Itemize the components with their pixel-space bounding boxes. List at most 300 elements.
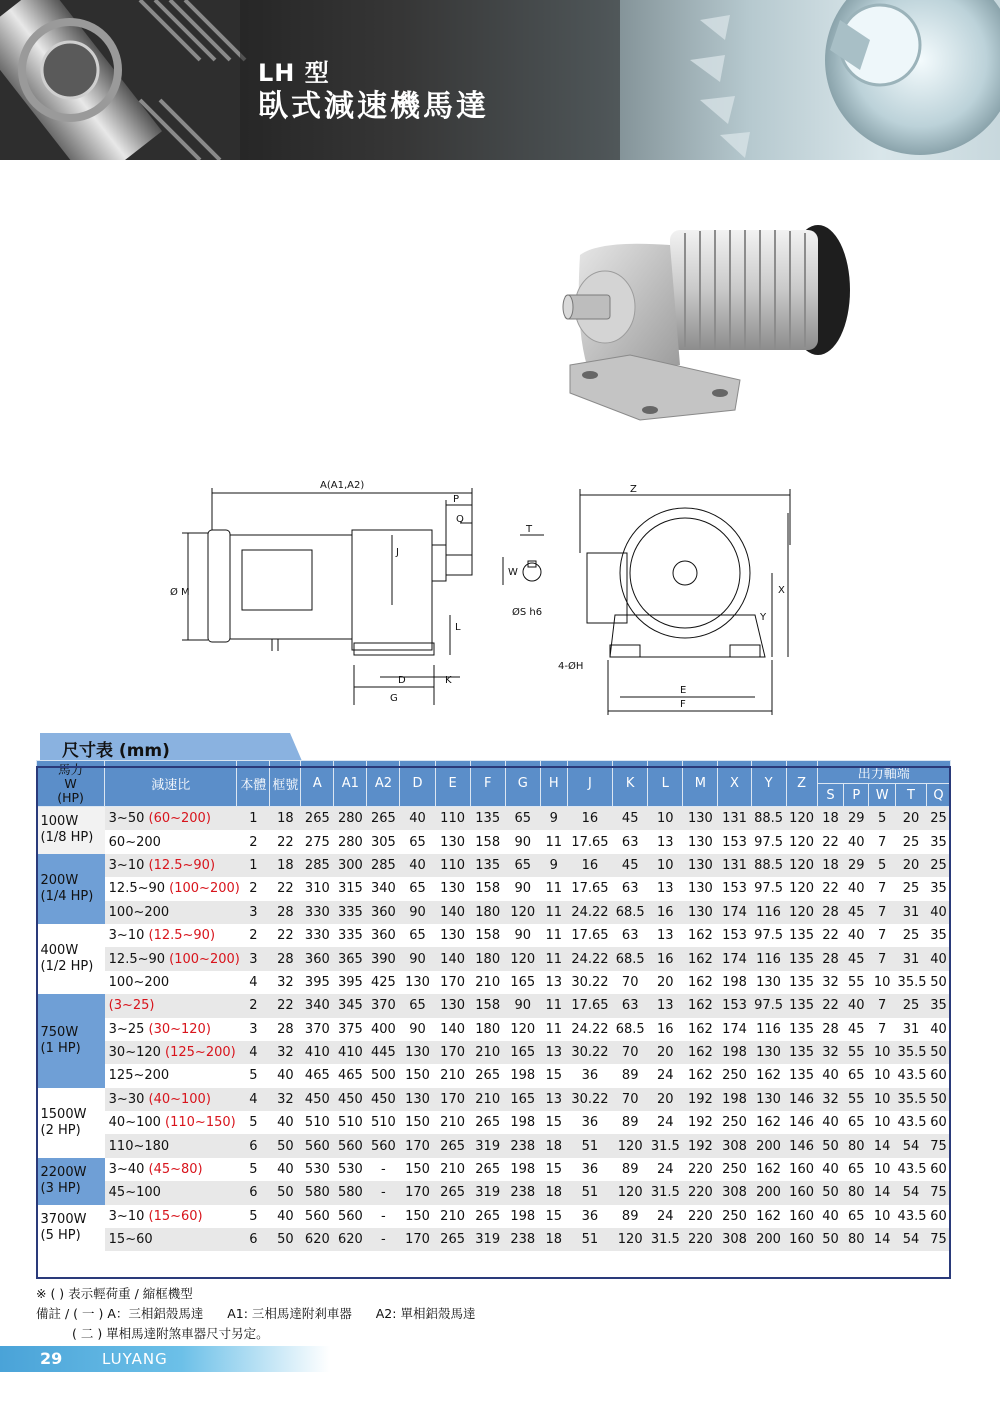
value-cell: 25: [927, 854, 951, 877]
value-cell: 70: [613, 1041, 648, 1064]
value-cell: 162: [683, 971, 718, 994]
value-cell: 22: [270, 924, 301, 947]
value-cell: 80: [844, 1134, 869, 1157]
table-row: [37, 971, 951, 994]
value-cell: 135: [786, 1041, 817, 1064]
dim-label-S: ØS h6: [512, 607, 543, 618]
ratio-cell: 3~10 (15~60): [105, 1205, 237, 1228]
value-cell: 345: [334, 994, 367, 1017]
value-cell: 530: [301, 1158, 334, 1181]
value-cell: 15: [540, 1205, 567, 1228]
value-cell: 285: [367, 854, 400, 877]
value-cell: 180: [470, 947, 505, 970]
value-cell: 60: [927, 1158, 951, 1181]
ratio-cell: 3~10 (12.5~90): [105, 924, 237, 947]
table-row: [37, 854, 951, 877]
value-cell: 63: [613, 830, 648, 853]
value-cell: 315: [334, 877, 367, 900]
value-cell: 60: [927, 1205, 951, 1228]
table-row: [37, 877, 951, 900]
value-cell: 110: [435, 854, 470, 877]
value-cell: 24: [648, 1064, 683, 1087]
table-row: [37, 1158, 951, 1181]
value-cell: 20: [896, 854, 927, 877]
value-cell: 280: [334, 830, 367, 853]
ratio-cell: 3~30 (40~100): [105, 1088, 237, 1111]
header-dim-A1: A1: [334, 761, 367, 807]
value-cell: 530: [334, 1158, 367, 1181]
value-cell: 65: [844, 1064, 869, 1087]
value-cell: 150: [400, 1205, 435, 1228]
value-cell: 35: [927, 924, 951, 947]
value-cell: 32: [817, 1041, 844, 1064]
value-cell: 198: [505, 1205, 540, 1228]
value-cell: 162: [683, 1041, 718, 1064]
value-cell: 2: [237, 830, 270, 853]
value-cell: 13: [540, 971, 567, 994]
dim-label-X: X: [778, 585, 785, 596]
value-cell: 55: [844, 1041, 869, 1064]
value-cell: 97.5: [751, 830, 786, 853]
value-cell: 25: [896, 994, 927, 1017]
value-cell: 180: [470, 901, 505, 924]
value-cell: 11: [540, 924, 567, 947]
value-cell: 68.5: [613, 1018, 648, 1041]
value-cell: 9: [540, 854, 567, 877]
value-cell: 130: [683, 901, 718, 924]
dim-label-Y: Y: [760, 612, 767, 623]
value-cell: 28: [817, 901, 844, 924]
hp-cell: 750W (1 HP): [37, 994, 105, 1088]
value-cell: 18: [540, 1228, 567, 1251]
header-hp: 馬力 W (HP): [37, 761, 105, 807]
value-cell: 135: [786, 924, 817, 947]
value-cell: 18: [817, 807, 844, 831]
ratio-cell: 12.5~90 (100~200): [105, 947, 237, 970]
value-cell: 15: [540, 1064, 567, 1087]
value-cell: 330: [301, 924, 334, 947]
value-cell: 130: [751, 971, 786, 994]
table-row: [37, 994, 951, 1017]
value-cell: 135: [786, 1064, 817, 1087]
value-cell: 40: [927, 901, 951, 924]
header-frame: 框號: [270, 761, 301, 807]
light-load-ratio: (100~200): [169, 881, 240, 897]
dim-label-K: K: [445, 675, 452, 686]
value-cell: 308: [718, 1134, 751, 1157]
value-cell: 24: [648, 1205, 683, 1228]
table-row: [37, 830, 951, 853]
value-cell: 135: [786, 947, 817, 970]
value-cell: 6: [237, 1134, 270, 1157]
value-cell: 32: [270, 1088, 301, 1111]
dim-label-W: W: [508, 567, 518, 578]
value-cell: 158: [470, 830, 505, 853]
value-cell: 40: [927, 947, 951, 970]
page-number: 29: [40, 1349, 63, 1368]
ratio-cell: 110~180: [105, 1134, 237, 1157]
table-title-tab: [40, 733, 302, 761]
value-cell: 54: [896, 1134, 927, 1157]
dim-label-A: A(A1,A2): [320, 480, 365, 491]
value-cell: 5: [237, 1158, 270, 1181]
table-row: [37, 1041, 951, 1064]
value-cell: 13: [540, 1041, 567, 1064]
value-cell: 1: [237, 807, 270, 831]
value-cell: 10: [869, 1158, 896, 1181]
light-load-ratio: (45~80): [148, 1162, 203, 1178]
value-cell: 50: [817, 1228, 844, 1251]
value-cell: 40: [927, 1018, 951, 1041]
header-dim-A: A: [301, 761, 334, 807]
table-row: [37, 1181, 951, 1204]
value-cell: 120: [786, 830, 817, 853]
value-cell: 130: [683, 854, 718, 877]
value-cell: 45: [613, 807, 648, 831]
value-cell: 319: [470, 1228, 505, 1251]
ratio-cell: [105, 994, 237, 1017]
value-cell: 130: [435, 924, 470, 947]
value-cell: 65: [400, 924, 435, 947]
value-cell: 158: [470, 994, 505, 1017]
header-body: 本體: [237, 761, 270, 807]
value-cell: 43.5: [896, 1158, 927, 1181]
value-cell: 5: [237, 1111, 270, 1134]
header-dim-L: L: [648, 761, 683, 807]
value-cell: 36: [567, 1111, 612, 1134]
value-cell: 580: [301, 1181, 334, 1204]
value-cell: 51: [567, 1134, 612, 1157]
value-cell: 425: [367, 971, 400, 994]
value-cell: 30.22: [567, 1088, 612, 1111]
value-cell: 68.5: [613, 901, 648, 924]
header-dim-K: K: [613, 761, 648, 807]
value-cell: 135: [786, 971, 817, 994]
value-cell: 365: [334, 947, 367, 970]
title-product: 臥式減速機馬達: [258, 89, 489, 124]
value-cell: 63: [613, 994, 648, 1017]
value-cell: 580: [334, 1181, 367, 1204]
value-cell: 162: [751, 1158, 786, 1181]
light-load-ratio: (3~25): [108, 998, 155, 1014]
ratio-cell: 45~100: [105, 1181, 237, 1204]
value-cell: 162: [751, 1205, 786, 1228]
value-cell: 130: [751, 1041, 786, 1064]
value-cell: 40: [270, 1158, 301, 1181]
value-cell: 160: [786, 1228, 817, 1251]
value-cell: 25: [896, 924, 927, 947]
value-cell: 14: [869, 1228, 896, 1251]
value-cell: 63: [613, 924, 648, 947]
value-cell: 300: [334, 854, 367, 877]
value-cell: 16: [648, 901, 683, 924]
value-cell: 130: [400, 1041, 435, 1064]
value-cell: 410: [301, 1041, 334, 1064]
value-cell: 16: [648, 947, 683, 970]
header-dim-A2: A2: [367, 761, 400, 807]
value-cell: 250: [718, 1205, 751, 1228]
value-cell: 510: [367, 1111, 400, 1134]
value-cell: 22: [817, 830, 844, 853]
value-cell: 150: [400, 1158, 435, 1181]
value-cell: 238: [505, 1228, 540, 1251]
value-cell: 10: [648, 807, 683, 831]
value-cell: 410: [334, 1041, 367, 1064]
value-cell: 10: [869, 1205, 896, 1228]
header-shaft-T: T: [896, 784, 927, 807]
value-cell: 1: [237, 854, 270, 877]
light-load-ratio: (100~200): [169, 951, 240, 967]
header-dim-J: J: [567, 761, 612, 807]
value-cell: 16: [648, 1018, 683, 1041]
value-cell: 90: [400, 901, 435, 924]
value-cell: 170: [435, 1088, 470, 1111]
value-cell: 25: [927, 807, 951, 831]
header-shaft-P: P: [844, 784, 869, 807]
ratio-cell: 3~50 (60~200): [105, 807, 237, 831]
value-cell: 63: [613, 877, 648, 900]
header-shaft-Q: Q: [927, 784, 951, 807]
hp-cell: 1500W (2 HP): [37, 1088, 105, 1158]
value-cell: 65: [505, 807, 540, 831]
ratio-cell: 12.5~90 (100~200): [105, 877, 237, 900]
value-cell: 130: [683, 830, 718, 853]
value-cell: 24.22: [567, 947, 612, 970]
value-cell: 22: [817, 924, 844, 947]
value-cell: 375: [334, 1018, 367, 1041]
value-cell: 55: [844, 1088, 869, 1111]
value-cell: 24: [648, 1111, 683, 1134]
header-banner: [0, 0, 1000, 160]
value-cell: 13: [648, 924, 683, 947]
value-cell: 319: [470, 1134, 505, 1157]
value-cell: 35: [927, 877, 951, 900]
value-cell: 160: [786, 1158, 817, 1181]
value-cell: 14: [869, 1181, 896, 1204]
dim-label-T: T: [526, 524, 533, 535]
footer-bar: [0, 1346, 330, 1372]
hp-cell: 400W (1/2 HP): [37, 924, 105, 994]
value-cell: 160: [786, 1181, 817, 1204]
value-cell: 20: [648, 971, 683, 994]
value-cell: 89: [613, 1064, 648, 1087]
value-cell: 192: [683, 1111, 718, 1134]
value-cell: 131: [718, 854, 751, 877]
value-cell: 162: [683, 947, 718, 970]
value-cell: 7: [869, 901, 896, 924]
value-cell: 6: [237, 1181, 270, 1204]
value-cell: 55: [844, 971, 869, 994]
value-cell: 50: [270, 1228, 301, 1251]
value-cell: 174: [718, 1018, 751, 1041]
value-cell: 140: [435, 947, 470, 970]
value-cell: 560: [367, 1134, 400, 1157]
value-cell: 40: [844, 877, 869, 900]
value-cell: 10: [869, 1041, 896, 1064]
header-dim-D: D: [400, 761, 435, 807]
value-cell: 165: [505, 1088, 540, 1111]
ratio-cell: 3~40 (45~80): [105, 1158, 237, 1181]
value-cell: 162: [751, 1064, 786, 1087]
value-cell: 18: [817, 854, 844, 877]
value-cell: 153: [718, 877, 751, 900]
value-cell: 560: [301, 1205, 334, 1228]
ratio-cell: 40~100 (110~150): [105, 1111, 237, 1134]
value-cell: 75: [927, 1134, 951, 1157]
table-row: [37, 807, 951, 831]
value-cell: 250: [718, 1158, 751, 1181]
value-cell: 310: [301, 877, 334, 900]
value-cell: 319: [470, 1181, 505, 1204]
value-cell: 146: [786, 1111, 817, 1134]
value-cell: 400: [367, 1018, 400, 1041]
value-cell: 89: [613, 1158, 648, 1181]
value-cell: 97.5: [751, 924, 786, 947]
value-cell: 10: [869, 1111, 896, 1134]
brand-name: LUYANG: [102, 1350, 168, 1368]
value-cell: 45: [613, 854, 648, 877]
value-cell: 29: [844, 854, 869, 877]
value-cell: 146: [786, 1134, 817, 1157]
value-cell: 198: [505, 1158, 540, 1181]
value-cell: 43.5: [896, 1064, 927, 1087]
title-model: LH 型: [258, 59, 330, 87]
value-cell: 500: [367, 1064, 400, 1087]
value-cell: 210: [435, 1205, 470, 1228]
value-cell: 7: [869, 924, 896, 947]
value-cell: 450: [301, 1088, 334, 1111]
value-cell: 5: [237, 1205, 270, 1228]
table-row: [37, 1228, 951, 1251]
value-cell: 7: [869, 994, 896, 1017]
value-cell: 28: [270, 1018, 301, 1041]
value-cell: 130: [400, 971, 435, 994]
header-dim-M: M: [683, 761, 718, 807]
value-cell: 162: [683, 1018, 718, 1041]
value-cell: 7: [869, 947, 896, 970]
value-cell: 130: [751, 1088, 786, 1111]
value-cell: 510: [301, 1111, 334, 1134]
value-cell: 17.65: [567, 924, 612, 947]
ratio-cell: 30~120 (125~200): [105, 1041, 237, 1064]
value-cell: 31: [896, 1018, 927, 1041]
value-cell: 20: [648, 1041, 683, 1064]
value-cell: 250: [718, 1064, 751, 1087]
value-cell: 153: [718, 994, 751, 1017]
light-load-ratio: (12.5~90): [148, 928, 216, 944]
dim-label-Q: Q: [456, 514, 464, 525]
hp-cell: 3700W (5 HP): [37, 1205, 105, 1252]
value-cell: 31: [896, 947, 927, 970]
value-cell: 80: [844, 1228, 869, 1251]
hp-cell: 100W (1/8 HP): [37, 807, 105, 854]
value-cell: 165: [505, 1041, 540, 1064]
value-cell: 220: [683, 1158, 718, 1181]
value-cell: 11: [540, 901, 567, 924]
value-cell: 54: [896, 1181, 927, 1204]
value-cell: 170: [435, 1041, 470, 1064]
dim-label-J: J: [396, 547, 399, 558]
value-cell: 90: [400, 1018, 435, 1041]
value-cell: 130: [435, 830, 470, 853]
value-cell: 45: [844, 947, 869, 970]
value-cell: 340: [301, 994, 334, 1017]
value-cell: 5: [869, 807, 896, 831]
value-cell: 130: [683, 807, 718, 831]
value-cell: 560: [334, 1134, 367, 1157]
value-cell: 180: [470, 1018, 505, 1041]
value-cell: 340: [367, 877, 400, 900]
value-cell: 22: [270, 830, 301, 853]
value-cell: 18: [270, 854, 301, 877]
value-cell: 40: [817, 1064, 844, 1087]
dim-label-F: F: [680, 699, 686, 710]
value-cell: 120: [505, 901, 540, 924]
value-cell: 65: [400, 830, 435, 853]
value-cell: 158: [470, 877, 505, 900]
value-cell: 370: [367, 994, 400, 1017]
value-cell: 70: [613, 1088, 648, 1111]
value-cell: 89: [613, 1111, 648, 1134]
value-cell: 3: [237, 1018, 270, 1041]
value-cell: 40: [817, 1205, 844, 1228]
value-cell: 51: [567, 1228, 612, 1251]
value-cell: 22: [817, 877, 844, 900]
value-cell: 130: [683, 877, 718, 900]
value-cell: 170: [400, 1181, 435, 1204]
value-cell: 18: [540, 1181, 567, 1204]
value-cell: 131: [718, 807, 751, 831]
value-cell: 97.5: [751, 877, 786, 900]
value-cell: 31.5: [648, 1228, 683, 1251]
note-light-load: ※ ( ) 表示輕荷重 / 縮框機型: [36, 1286, 193, 1301]
notes: [36, 1284, 475, 1344]
table-row: [37, 1088, 951, 1111]
value-cell: 7: [869, 1018, 896, 1041]
value-cell: 90: [505, 830, 540, 853]
table-row: [37, 1205, 951, 1228]
value-cell: 35: [927, 994, 951, 1017]
value-cell: 6: [237, 1228, 270, 1251]
value-cell: 40: [817, 1158, 844, 1181]
table-row: [37, 947, 951, 970]
value-cell: 360: [367, 901, 400, 924]
value-cell: 265: [435, 1181, 470, 1204]
value-cell: 22: [270, 877, 301, 900]
value-cell: 150: [400, 1111, 435, 1134]
value-cell: 135: [786, 994, 817, 1017]
value-cell: 305: [367, 830, 400, 853]
value-cell: 146: [786, 1088, 817, 1111]
value-cell: 2: [237, 877, 270, 900]
value-cell: 88.5: [751, 807, 786, 831]
value-cell: 31.5: [648, 1181, 683, 1204]
value-cell: 20: [896, 807, 927, 831]
value-cell: 68.5: [613, 947, 648, 970]
value-cell: 40: [844, 924, 869, 947]
value-cell: 174: [718, 947, 751, 970]
value-cell: 10: [869, 1064, 896, 1087]
value-cell: 90: [400, 947, 435, 970]
value-cell: 238: [505, 1134, 540, 1157]
value-cell: 32: [817, 971, 844, 994]
header-ratio: 減速比: [105, 761, 237, 807]
value-cell: 210: [435, 1064, 470, 1087]
value-cell: 90: [505, 877, 540, 900]
value-cell: 28: [270, 901, 301, 924]
value-cell: 10: [869, 971, 896, 994]
value-cell: 35: [927, 830, 951, 853]
